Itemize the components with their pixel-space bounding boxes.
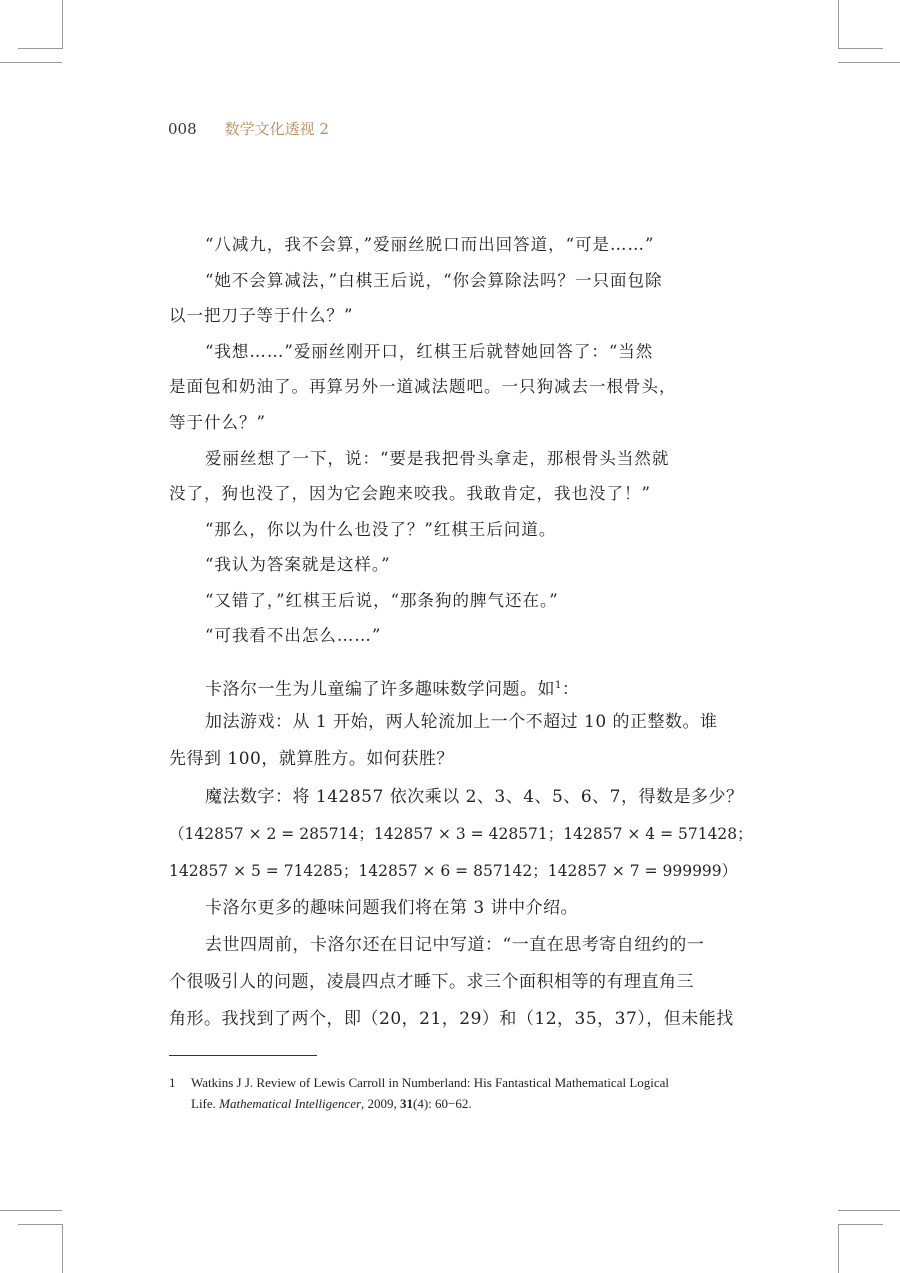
crop-mark (0, 62, 62, 63)
body-line: 加法游戏：从 1 开始，两人轮流加上一个不超过 10 的正整数。谁 (205, 712, 718, 732)
body-text: ： (561, 679, 580, 700)
body-line: 角形。我找到了两个，即（20，21，29）和（12，35，37），但未能找 (169, 1009, 734, 1029)
crop-mark (18, 1224, 63, 1225)
body-line: 魔法数字：将 142857 依次乘以 2、3、4、5、6、7，得数是多少？ (205, 787, 744, 807)
quote-line: 没了，狗也没了，因为它会跑来咬我。我敢肯定，我也没了！” (169, 484, 651, 503)
crop-mark (838, 48, 883, 49)
quote-line: “八减九，我不会算，”爱丽丝脱口而出回答道，“可是……” (205, 235, 655, 254)
footnote-text: (4): 60−62. (413, 1096, 472, 1111)
running-header (168, 118, 329, 139)
crop-mark (18, 48, 63, 49)
quote-line: “又错了，”红棋王后说，“那条狗的脾气还在。” (205, 591, 559, 610)
footnote-rule (169, 1055, 317, 1056)
body-text: 卡洛尔一生为儿童编了许多趣味数学问题。如 (205, 679, 555, 700)
quote-line: “那么，你以为什么也没了？”红棋王后问道。 (205, 520, 557, 539)
crop-mark (838, 1224, 839, 1273)
crop-mark (838, 0, 839, 48)
quote-line: “我想……”爱丽丝刚开口，红棋王后就替她回答了：“当然 (205, 342, 654, 361)
crop-mark (838, 62, 900, 63)
page-number: 008 (168, 120, 197, 138)
journal-name: Mathematical Intelligencer (219, 1096, 362, 1111)
crop-mark (62, 0, 63, 48)
body-line: 142857 × 5 = 714285；142857 × 6 = 857142；142857 × 7 = 999999） (169, 862, 738, 880)
quote-line: 等于什么？” (169, 413, 266, 432)
footnote-text: Life. (191, 1096, 220, 1111)
footnote-line (169, 1093, 729, 1114)
footnote-line (169, 1072, 729, 1093)
quote-line: “她不会算减法，”白棋王后说，“你会算除法吗？一只面包除 (205, 271, 663, 290)
book-title: 数学文化透视 2 (224, 120, 329, 138)
body-line: 去世四周前，卡洛尔还在日记中写道：“一直在思考寄自纽约的一 (205, 935, 705, 955)
footnote-text: Watkins J J. Review of Lewis Carroll in Numberland: His Fantastical Mathematical Logical (191, 1075, 670, 1090)
body-line: 先得到 100，就算胜方。如何获胜？ (169, 749, 454, 769)
crop-mark (0, 1210, 62, 1211)
body-line: （142857 × 2 = 285714；142857 × 3 = 428571；142857 × 4 = 571428； (169, 825, 753, 843)
body-line: 个很吸引人的问题，凌晨四点才睡下。求三个面积相等的有理直角三 (169, 972, 694, 992)
quote-line: 是面包和奶油了。再算另外一道减法题吧。一只狗减去一根骨头， (169, 377, 677, 396)
volume-number: 31 (400, 1096, 414, 1111)
footnote-text: , 2009, (361, 1096, 401, 1111)
body-line (169, 668, 750, 708)
quote-line: “可我看不出怎么……” (205, 626, 382, 645)
footnote-ref: 1 (555, 680, 562, 691)
quote-line: 以一把刀子等于什么？” (169, 306, 354, 325)
quote-line: 爱丽丝想了一下，说：“要是我把骨头拿走，那根骨头当然就 (205, 449, 670, 468)
footnote-number: 1 (169, 1075, 176, 1090)
footnote (169, 1072, 729, 1114)
body-line: 卡洛尔更多的趣味问题我们将在第 3 讲中介绍。 (205, 898, 579, 918)
crop-mark (838, 1224, 883, 1225)
crop-mark (838, 1210, 900, 1211)
quote-line: “我认为答案就是这样。” (205, 555, 391, 574)
crop-mark (62, 1224, 63, 1273)
